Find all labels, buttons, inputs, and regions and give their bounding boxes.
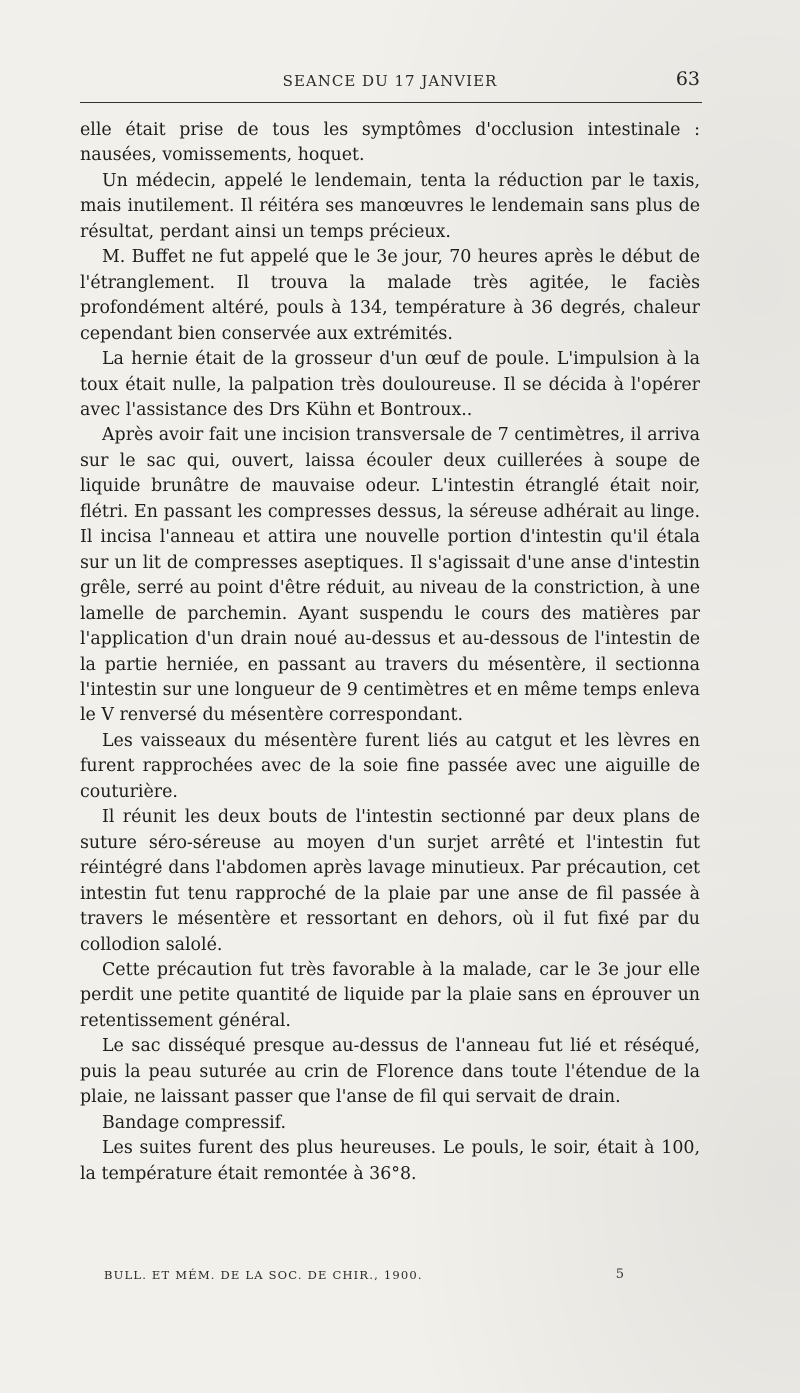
paragraph: Après avoir fait une incision transversale de 7 centimètres, il arriva sur le sac qui, ouvert, laissa écouler deux cuillerées à soupe de liquide brunâtre de mauvaise odeur. L'intestin étranglé était noir, flétri. En passant les compresses dessus, la séreuse adhérait au linge. Il incisa l'anneau et attira une nouvelle portion d'intestin qu'il étala sur un lit de compresses aseptiques. Il s'agissait d'une anse d'intestin grêle, serré au point d'être réduit, au niveau de la constriction, à une lamelle de parchemin. Ayant suspendu le cours des matières par l'application d'un drain noué au-dessus et au-dessous de l'intestin de la partie herniée, en passant au travers du mésentère, il sectionna l'intestin sur une longueur de 9 centimètres et en même temps enleva le V renversé du mésentère correspondant. [80, 425, 700, 726]
paragraph: Les suites furent des plus heureuses. Le pouls, le soir, était à 100, la température était remontée à 36°8. [80, 1138, 700, 1184]
paragraph: M. Buffet ne fut appelé que le 3e jour, 70 heures après le début de l'étranglement. Il trouva la malade très agitée, le faciès profondément altéré, pouls à 134, température à 36 degrés, chaleur cependant bien conservée aux extrémités. [80, 247, 700, 344]
paragraph: Cette précaution fut très favorable à la malade, car le 3e jour elle perdit une petite quantité de liquide par la plaie sans en éprouver un retentissement général. [80, 959, 700, 1031]
running-title: SEANCE DU 17 JANVIER [282, 72, 498, 90]
paragraph: Le sac disséqué presque au-dessus de l'anneau fut lié et réséqué, puis la peau suturée au crin de Florence dans toute l'étendue de la plaie, ne laissant passer que l'anse de fil qui servait de drain. [80, 1036, 700, 1108]
paragraph: Bandage compressif. [102, 1112, 286, 1133]
paragraph: Un médecin, appelé le lendemain, tenta la réduction par le taxis, mais inutilement. Il réitéra ses manœuvres le lendemain sans plus de résultat, perdant ainsi un temps précieux. [80, 170, 700, 242]
page-number: 63 [675, 68, 700, 90]
body-text [80, 118, 700, 1187]
footer-citation: BULL. ET MÉM. DE LA SOC. DE CHIR., 1900. [104, 1268, 423, 1282]
paragraph: La hernie était de la grosseur d'un œuf de poule. L'impulsion à la toux était nulle, la palpation très douloureuse. Il se décida à l'opérer avec l'assistance des Drs Kühn et Bontroux.. [80, 349, 700, 420]
page-footer [104, 1268, 624, 1288]
paragraph: elle était prise de tous les symptômes d'occlusion intestinale : nausées, vomissements, hoquet. [80, 120, 700, 166]
page-header [80, 68, 700, 98]
signature-mark: 5 [615, 1267, 624, 1282]
paragraph: Il réunit les deux bouts de l'intestin sectionné par deux plans de suture séro-séreuse au moyen d'un surjet arrêté et l'intestin fut réintégré dans l'abdomen après lavage minutieux. Par précaution, cet intestin fut tenu rapproché de la plaie par une anse de fil passée à travers le mésentère et ressortant en dehors, où il fut fixé par du collodion salolé. [80, 807, 700, 955]
header-rule [80, 102, 702, 103]
paragraph: Les vaisseaux du mésentère furent liés au catgut et les lèvres en furent rapprochées avec de la soie fine passée avec une aiguille de couturière. [80, 730, 700, 802]
